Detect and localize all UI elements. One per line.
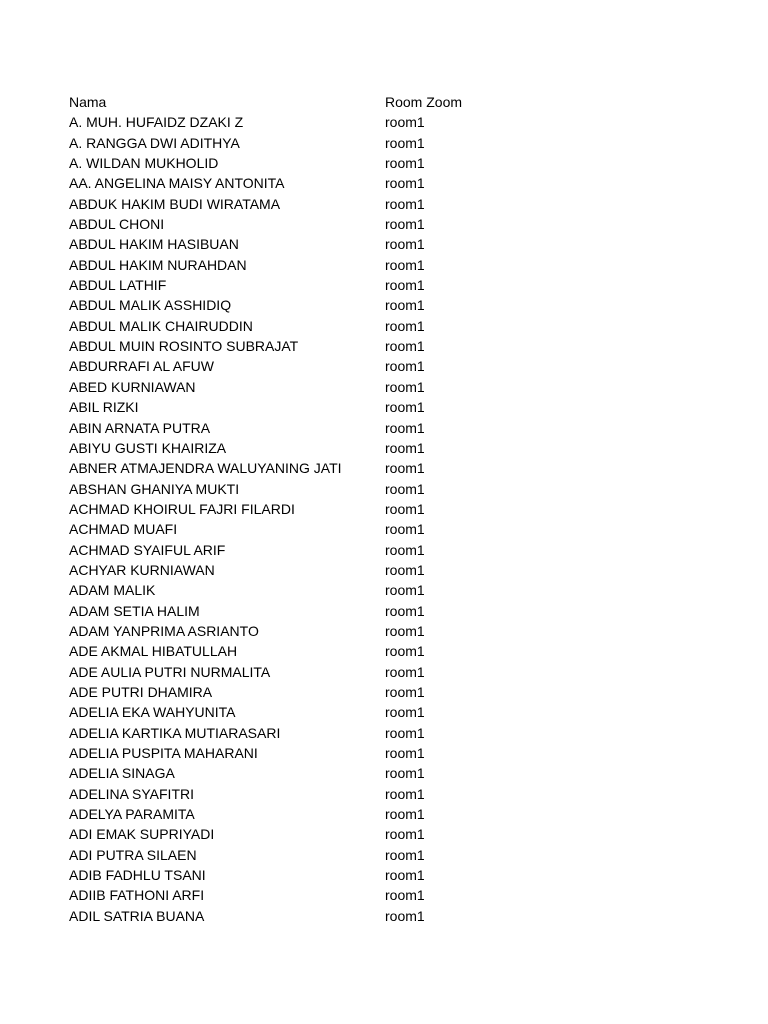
- table-row: [69, 377, 729, 397]
- table-row: [69, 397, 729, 417]
- participant-name: ABNER ATMAJENDRA WALUYANING JATI: [69, 460, 342, 477]
- participant-room: room1: [385, 114, 425, 131]
- participant-name: A. WILDAN MUKHOLID: [69, 155, 219, 172]
- participant-name: ABDUL HAKIM NURAHDAN: [69, 256, 247, 273]
- participant-name: ADAM SETIA HALIM: [69, 602, 200, 619]
- table-row: [69, 499, 729, 519]
- table-row: [69, 479, 729, 499]
- participant-room: room1: [385, 867, 425, 884]
- participant-name: ACHMAD SYAIFUL ARIF: [69, 541, 226, 558]
- participant-room: room1: [385, 134, 425, 151]
- table-body: [69, 112, 729, 926]
- table-row: [69, 153, 729, 173]
- participant-name: ADELIA SINAGA: [69, 765, 175, 782]
- participant-room: room1: [385, 317, 425, 334]
- participant-name: ADE PUTRI DHAMIRA: [69, 683, 213, 700]
- table-row: [69, 234, 729, 254]
- participant-name: ADIIB FATHONI ARFI: [69, 887, 205, 904]
- participant-room: room1: [385, 175, 425, 192]
- participant-room: room1: [385, 480, 425, 497]
- participant-room: room1: [385, 216, 425, 233]
- table-row: [69, 295, 729, 315]
- table-row: [69, 356, 729, 376]
- participant-name: ADI PUTRA SILAEN: [69, 846, 197, 863]
- participant-name: ADELIA PUSPITA MAHARANI: [69, 745, 258, 761]
- participant-room: room1: [385, 846, 425, 863]
- table-row: [69, 784, 729, 804]
- column-header-room: Room Zoom: [385, 94, 463, 110]
- participant-room: room1: [385, 460, 425, 477]
- participant-room: room1: [385, 704, 425, 721]
- table-row: [69, 662, 729, 682]
- table-row: [69, 560, 729, 580]
- participant-name: ABDUK HAKIM BUDI WIRATAMA: [69, 195, 281, 212]
- table-row: [69, 845, 729, 865]
- table-row: [69, 519, 729, 539]
- table-row: [69, 438, 729, 458]
- participant-room: room1: [385, 195, 425, 212]
- participant-room: room1: [385, 745, 425, 761]
- participant-name: ABIL RIZKI: [69, 399, 139, 416]
- participant-room: room1: [385, 521, 425, 538]
- participant-room: room1: [385, 399, 425, 416]
- participant-table: [69, 92, 729, 926]
- participant-name: ADIL SATRIA BUANA: [69, 907, 205, 924]
- participant-room: room1: [385, 338, 425, 355]
- participant-name: ADE AULIA PUTRI NURMALITA: [69, 663, 271, 680]
- participant-room: room1: [385, 826, 425, 843]
- table-row: [69, 865, 729, 885]
- participant-name: ADI EMAK SUPRIYADI: [69, 826, 215, 843]
- participant-name: A. RANGGA DWI ADITHYA: [69, 134, 240, 151]
- table-row: [69, 580, 729, 600]
- table-row: [69, 255, 729, 275]
- participant-room: room1: [385, 419, 425, 436]
- table-row: [69, 804, 729, 824]
- table-row: [69, 214, 729, 234]
- participant-room: room1: [385, 785, 425, 802]
- participant-room: room1: [385, 622, 425, 639]
- participant-name: ADELINA SYAFITRI: [69, 785, 194, 802]
- participant-room: room1: [385, 765, 425, 782]
- participant-name: ABED KURNIAWAN: [69, 378, 196, 395]
- table-row: [69, 641, 729, 661]
- table-row: [69, 723, 729, 743]
- table-row: [69, 621, 729, 641]
- table-row: [69, 763, 729, 783]
- participant-room: room1: [385, 724, 425, 741]
- table-row: [69, 112, 729, 132]
- participant-room: room1: [385, 806, 425, 823]
- participant-name: ABDUL CHONI: [69, 216, 165, 233]
- participant-room: room1: [385, 582, 425, 599]
- column-header-name: Nama: [69, 94, 107, 110]
- participant-name: ADAM MALIK: [69, 582, 156, 599]
- participant-room: room1: [385, 297, 425, 314]
- table-row: [69, 682, 729, 702]
- participant-name: ACHMAD KHOIRUL FAJRI FILARDI: [69, 500, 295, 517]
- participant-name: A. MUH. HUFAIDZ DZAKI Z: [69, 114, 244, 131]
- participant-room: room1: [385, 500, 425, 517]
- participant-name: ACHYAR KURNIAWAN: [69, 561, 215, 578]
- participant-room: room1: [385, 236, 425, 253]
- table-row: [69, 133, 729, 153]
- participant-room: room1: [385, 439, 425, 456]
- participant-room: room1: [385, 663, 425, 680]
- table-row: [69, 275, 729, 295]
- participant-name: AA. ANGELINA MAISY ANTONITA: [69, 175, 285, 192]
- participant-name: ADE AKMAL HIBATULLAH: [69, 643, 238, 660]
- table-row: [69, 601, 729, 621]
- participant-room: room1: [385, 561, 425, 578]
- participant-name: ABSHAN GHANIYA MUKTI: [69, 480, 240, 497]
- participant-room: room1: [385, 643, 425, 660]
- table-row: [69, 824, 729, 844]
- participant-room: room1: [385, 378, 425, 395]
- participant-name: ABDUL LATHIF: [69, 277, 167, 294]
- table-row: [69, 743, 729, 763]
- participant-name: ADELIA EKA WAHYUNITA: [69, 704, 236, 721]
- table-row: [69, 885, 729, 905]
- table-row: [69, 194, 729, 214]
- participant-room: room1: [385, 541, 425, 558]
- participant-name: ABDUL MALIK ASSHIDIQ: [69, 297, 232, 314]
- table-row: [69, 336, 729, 356]
- participant-room: room1: [385, 907, 425, 924]
- participant-name: ABIYU GUSTI KHAIRIZA: [69, 439, 227, 456]
- participant-name: ABDUL MUIN ROSINTO SUBRAJAT: [69, 338, 299, 355]
- participant-room: room1: [385, 358, 425, 375]
- participant-name: ACHMAD MUAFI: [69, 521, 178, 538]
- table-row: [69, 458, 729, 478]
- participant-name: ADIB FADHLU TSANI: [69, 867, 206, 884]
- participant-name: ABDUL MALIK CHAIRUDDIN: [69, 317, 253, 334]
- participant-room: room1: [385, 602, 425, 619]
- table-row: [69, 702, 729, 722]
- table-row: [69, 316, 729, 336]
- participant-name: ADAM YANPRIMA ASRIANTO: [69, 622, 259, 639]
- participant-name: ADELYA PARAMITA: [69, 806, 195, 823]
- table-row: [69, 418, 729, 438]
- table-row: [69, 540, 729, 560]
- table-row: [69, 173, 729, 193]
- participant-room: room1: [385, 256, 425, 273]
- participant-name: ABDURRAFI AL AFUW: [69, 358, 214, 375]
- table-row: [69, 906, 729, 926]
- table-header-row: [69, 92, 729, 112]
- participant-name: ABDUL HAKIM HASIBUAN: [69, 236, 239, 253]
- participant-room: room1: [385, 887, 425, 904]
- participant-room: room1: [385, 155, 425, 172]
- participant-name: ABIN ARNATA PUTRA: [69, 419, 211, 436]
- participant-name: ADELIA KARTIKA MUTIARASARI: [69, 724, 281, 741]
- participant-room: room1: [385, 277, 425, 294]
- participant-room: room1: [385, 683, 425, 700]
